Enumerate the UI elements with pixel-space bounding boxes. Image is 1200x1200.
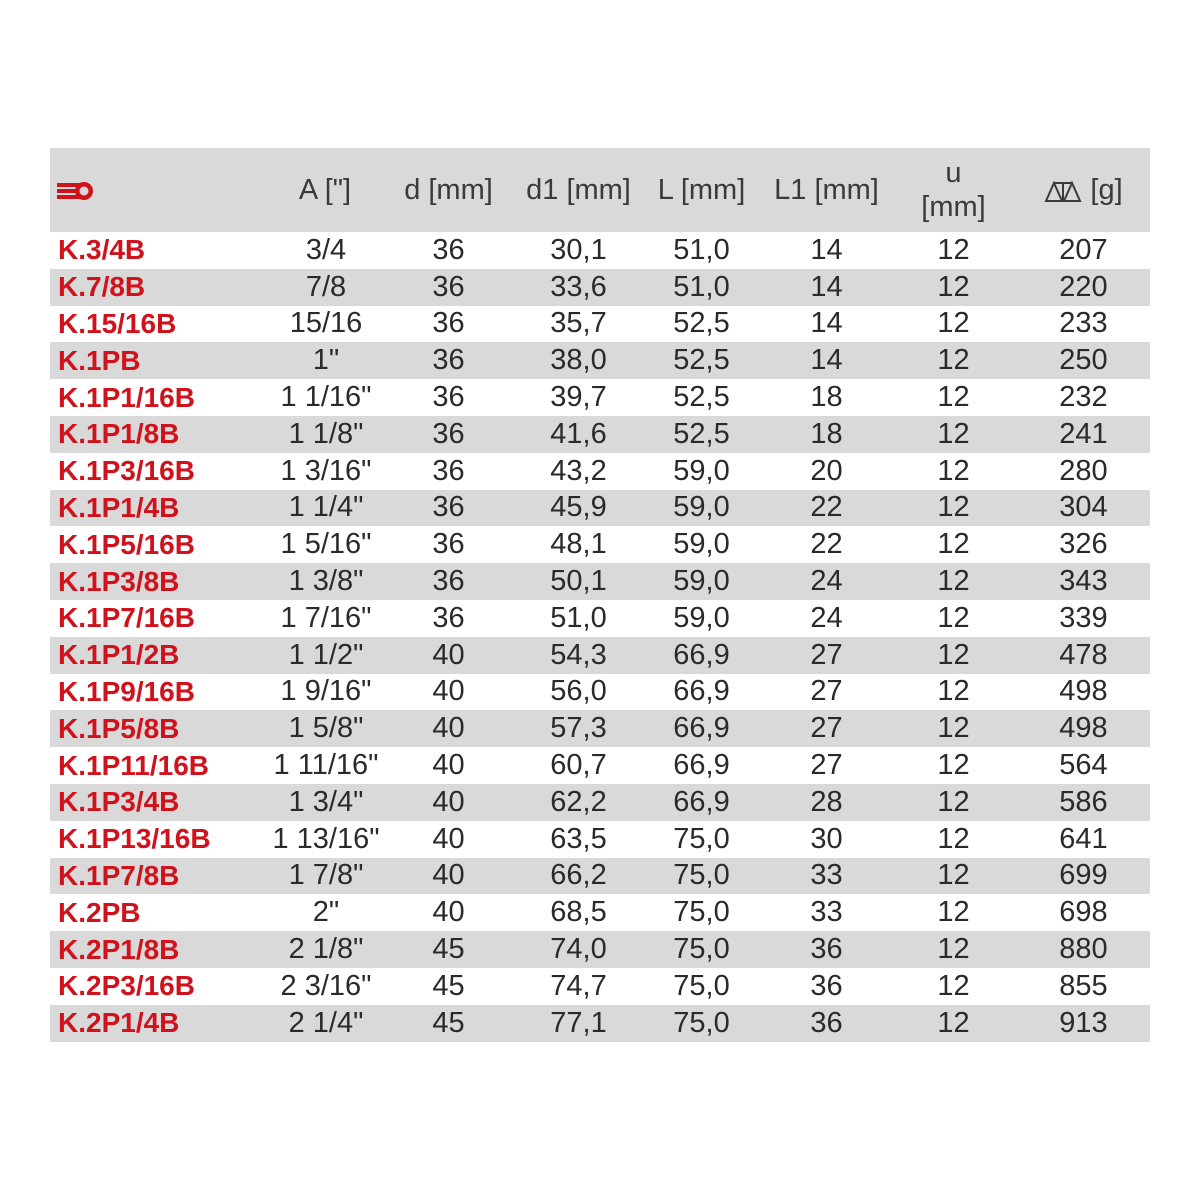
cell-u: 12 — [937, 565, 970, 598]
cell-a: 1" — [312, 344, 340, 377]
cell-d1: 74,7 — [550, 969, 607, 1002]
cell-d: 36 — [432, 454, 465, 487]
cell-d: 36 — [432, 307, 465, 340]
spec-table — [50, 148, 1150, 1042]
cell-d: 36 — [432, 270, 465, 303]
cell-l1: 18 — [810, 381, 843, 414]
cell-l: 75,0 — [673, 822, 730, 855]
table-row — [50, 269, 1150, 306]
cell-d1: 57,3 — [550, 712, 607, 745]
cell-d1: 41,6 — [550, 417, 607, 450]
cell-ref: K.1P9/16B — [58, 675, 195, 707]
cell-weight: 233 — [1059, 307, 1108, 340]
table-row — [50, 453, 1150, 490]
cell-weight: 498 — [1059, 675, 1108, 708]
cell-d1: 35,7 — [550, 307, 607, 340]
cell-ref: K.7/8B — [58, 271, 146, 303]
cell-ref: K.1P3/4B — [58, 786, 180, 818]
cell-l: 51,0 — [673, 233, 730, 266]
cell-a: 2" — [312, 896, 340, 929]
cell-d: 36 — [432, 491, 465, 524]
cell-ref: K.1P7/16B — [58, 602, 195, 634]
cell-u: 12 — [937, 822, 970, 855]
cell-l1: 22 — [810, 528, 843, 561]
cell-a: 2 1/4" — [288, 1006, 364, 1039]
cell-u: 12 — [937, 859, 970, 892]
cell-l1: 36 — [810, 969, 843, 1002]
cell-d: 45 — [432, 933, 465, 966]
cell-d1: 39,7 — [550, 381, 607, 414]
table-row — [50, 821, 1150, 858]
cell-d1: 30,1 — [550, 233, 607, 266]
cell-d1: 66,2 — [550, 859, 607, 892]
cell-d: 40 — [432, 749, 465, 782]
cell-ref: K.1P5/8B — [58, 712, 180, 744]
cell-weight: 339 — [1059, 601, 1108, 634]
cell-l: 52,5 — [673, 344, 730, 377]
cell-a: 1 5/16" — [280, 528, 372, 561]
cell-l1: 14 — [810, 270, 843, 303]
cell-weight: 207 — [1059, 233, 1108, 266]
cell-d1: 51,0 — [550, 601, 607, 634]
cell-u: 12 — [937, 749, 970, 782]
cell-l: 66,9 — [673, 749, 730, 782]
table-row — [50, 637, 1150, 674]
cell-weight: 641 — [1059, 822, 1108, 855]
cell-d: 40 — [432, 859, 465, 892]
cell-u: 12 — [937, 270, 970, 303]
cell-l1: 14 — [810, 307, 843, 340]
table-row — [50, 490, 1150, 527]
header-row — [50, 148, 1150, 232]
cell-u: 12 — [937, 785, 970, 818]
col-d-header: d [mm] — [404, 173, 493, 206]
cell-ref: K.2P1/4B — [58, 1007, 180, 1039]
col-a-header: A ["] — [298, 173, 352, 206]
cell-d1: 62,2 — [550, 785, 607, 818]
cell-d: 40 — [432, 896, 465, 929]
cell-weight: 304 — [1059, 491, 1108, 524]
cell-ref: K.2PB — [58, 896, 141, 928]
cell-u: 12 — [937, 454, 970, 487]
table-row — [50, 563, 1150, 600]
cell-d1: 33,6 — [550, 270, 607, 303]
cell-d: 40 — [432, 712, 465, 745]
table-row — [50, 379, 1150, 416]
cell-a: 1 1/8" — [288, 417, 364, 450]
cell-weight: 698 — [1059, 896, 1108, 929]
table-row — [50, 747, 1150, 784]
cell-weight: 220 — [1059, 270, 1108, 303]
cell-a: 1 3/16" — [280, 454, 372, 487]
cell-d: 36 — [432, 528, 465, 561]
table-row — [50, 232, 1150, 269]
table-row — [50, 306, 1150, 343]
balance-scale-icon — [1044, 179, 1082, 203]
cell-u: 12 — [937, 933, 970, 966]
table-row — [50, 858, 1150, 895]
cell-l1: 24 — [810, 601, 843, 634]
cell-l1: 24 — [810, 565, 843, 598]
cell-l1: 27 — [810, 712, 843, 745]
cell-a: 1 1/2" — [288, 638, 364, 671]
table-row — [50, 784, 1150, 821]
cell-l1: 27 — [810, 638, 843, 671]
cell-ref: K.3/4B — [58, 234, 146, 266]
cell-u: 12 — [937, 381, 970, 414]
cell-d: 36 — [432, 344, 465, 377]
col-u-header-top: u — [945, 157, 962, 189]
table-row — [50, 931, 1150, 968]
cell-l: 75,0 — [673, 896, 730, 929]
cell-a: 2 3/16" — [280, 969, 372, 1002]
cell-weight: 232 — [1059, 381, 1108, 414]
cell-d1: 77,1 — [550, 1006, 607, 1039]
col-u-header-bottom: [mm] — [921, 191, 986, 223]
col-weight-header — [1017, 148, 1150, 232]
cell-ref: K.1P1/8B — [58, 418, 180, 450]
col-u-header — [890, 148, 1017, 232]
cell-a: 1 3/4" — [288, 785, 364, 818]
cell-l1: 36 — [810, 1006, 843, 1039]
cell-ref: K.1P7/8B — [58, 859, 180, 891]
cell-l1: 14 — [810, 344, 843, 377]
cell-u: 12 — [937, 638, 970, 671]
cell-a: 1 7/8" — [288, 859, 364, 892]
cell-u: 12 — [937, 491, 970, 524]
table-row — [50, 968, 1150, 1005]
cell-weight: 880 — [1059, 933, 1108, 966]
table-row — [50, 710, 1150, 747]
cell-l1: 36 — [810, 933, 843, 966]
cell-ref: K.1P3/8B — [58, 565, 180, 597]
cell-weight: 250 — [1059, 344, 1108, 377]
cell-d1: 56,0 — [550, 675, 607, 708]
cell-a: 1 13/16" — [272, 822, 380, 855]
cell-d: 40 — [432, 785, 465, 818]
cell-d: 36 — [432, 233, 465, 266]
cell-a: 1 9/16" — [280, 675, 372, 708]
cell-weight: 343 — [1059, 565, 1108, 598]
cell-d1: 74,0 — [550, 933, 607, 966]
cell-l1: 20 — [810, 454, 843, 487]
cell-l1: 33 — [810, 859, 843, 892]
cell-l1: 18 — [810, 417, 843, 450]
cell-ref: K.2P1/8B — [58, 933, 180, 965]
cell-l: 59,0 — [673, 454, 730, 487]
cell-weight: 586 — [1059, 785, 1108, 818]
cell-u: 12 — [937, 344, 970, 377]
cell-l1: 14 — [810, 233, 843, 266]
cell-weight: 241 — [1059, 417, 1108, 450]
cell-l: 52,5 — [673, 381, 730, 414]
cell-l: 52,5 — [673, 307, 730, 340]
cell-u: 12 — [937, 675, 970, 708]
cell-l: 59,0 — [673, 565, 730, 598]
cell-a: 2 1/8" — [288, 933, 364, 966]
cell-d1: 43,2 — [550, 454, 607, 487]
cell-d: 40 — [432, 822, 465, 855]
cell-l: 75,0 — [673, 859, 730, 892]
cell-l: 66,9 — [673, 675, 730, 708]
cell-l: 75,0 — [673, 933, 730, 966]
cell-d1: 50,1 — [550, 565, 607, 598]
cell-ref: K.1PB — [58, 344, 141, 376]
cell-weight: 498 — [1059, 712, 1108, 745]
table-row — [50, 1005, 1150, 1042]
cell-weight: 478 — [1059, 638, 1108, 671]
cell-u: 12 — [937, 417, 970, 450]
cell-ref: K.1P1/16B — [58, 381, 195, 413]
cell-l: 59,0 — [673, 491, 730, 524]
cell-u: 12 — [937, 233, 970, 266]
table-row — [50, 416, 1150, 453]
table-row — [50, 342, 1150, 379]
table-row — [50, 674, 1150, 711]
col-d1-header: d1 [mm] — [526, 173, 631, 206]
cell-weight: 326 — [1059, 528, 1108, 561]
cell-l1: 27 — [810, 749, 843, 782]
cell-weight: 280 — [1059, 454, 1108, 487]
cell-d: 40 — [432, 638, 465, 671]
cell-l1: 33 — [810, 896, 843, 929]
cell-ref: K.2P3/16B — [58, 970, 195, 1002]
cell-weight: 913 — [1059, 1006, 1108, 1039]
cell-ref: K.1P11/16B — [58, 749, 209, 781]
cell-a: 1 1/16" — [280, 381, 372, 414]
cell-weight: 699 — [1059, 859, 1108, 892]
cell-ref: K.1P13/16B — [58, 823, 211, 855]
cell-a: 1 5/8" — [288, 712, 364, 745]
cell-d: 40 — [432, 675, 465, 708]
cell-d1: 68,5 — [550, 896, 607, 929]
table-body — [50, 232, 1150, 1042]
cell-d: 36 — [432, 381, 465, 414]
cell-l: 66,9 — [673, 712, 730, 745]
table-row — [50, 894, 1150, 931]
cell-d1: 48,1 — [550, 528, 607, 561]
cell-ref: K.1P3/16B — [58, 455, 195, 487]
cell-ref: K.1P5/16B — [58, 528, 195, 560]
cell-a: 1 11/16" — [273, 749, 379, 782]
table-row — [50, 526, 1150, 563]
cell-d: 36 — [432, 601, 465, 634]
cell-l: 75,0 — [673, 969, 730, 1002]
cell-d1: 45,9 — [550, 491, 607, 524]
cell-u: 12 — [937, 896, 970, 929]
cell-d: 36 — [432, 417, 465, 450]
cell-weight: 564 — [1059, 749, 1108, 782]
cell-d: 36 — [432, 565, 465, 598]
col-l-header: L [mm] — [657, 173, 746, 206]
cell-d1: 54,3 — [550, 638, 607, 671]
cell-ref: K.1P1/2B — [58, 639, 180, 671]
cell-d: 45 — [432, 1006, 465, 1039]
col-l1-header: L1 [mm] — [774, 173, 879, 206]
cell-l: 75,0 — [673, 1006, 730, 1039]
cell-a: 1 1/4" — [288, 491, 364, 524]
cell-ref: K.15/16B — [58, 307, 177, 339]
cell-l1: 30 — [810, 822, 843, 855]
cell-u: 12 — [937, 528, 970, 561]
cell-l: 52,5 — [673, 417, 730, 450]
cell-l: 59,0 — [673, 528, 730, 561]
cell-a: 1 7/16" — [280, 601, 372, 634]
ref-header — [50, 148, 270, 232]
cell-l1: 28 — [810, 785, 843, 818]
cell-a: 15/16 — [289, 307, 363, 340]
cell-weight: 855 — [1059, 969, 1108, 1002]
cell-l1: 22 — [810, 491, 843, 524]
cell-l: 51,0 — [673, 270, 730, 303]
cell-u: 12 — [937, 307, 970, 340]
cell-u: 12 — [937, 969, 970, 1002]
col-weight-unit: [g] — [1090, 173, 1123, 206]
cell-u: 12 — [937, 1006, 970, 1039]
cell-ref: K.1P1/4B — [58, 491, 180, 523]
cell-a: 1 3/8" — [288, 565, 364, 598]
cell-l1: 27 — [810, 675, 843, 708]
cell-d1: 60,7 — [550, 749, 607, 782]
cell-l: 66,9 — [673, 785, 730, 818]
socket-wrench-icon — [56, 180, 96, 202]
cell-d1: 63,5 — [550, 822, 607, 855]
cell-l: 59,0 — [673, 601, 730, 634]
table-row — [50, 600, 1150, 637]
cell-u: 12 — [937, 712, 970, 745]
cell-d1: 38,0 — [550, 344, 607, 377]
cell-u: 12 — [937, 601, 970, 634]
cell-a: 3/4 — [305, 233, 347, 266]
cell-l: 66,9 — [673, 638, 730, 671]
cell-a: 7/8 — [305, 270, 347, 303]
cell-d: 45 — [432, 969, 465, 1002]
